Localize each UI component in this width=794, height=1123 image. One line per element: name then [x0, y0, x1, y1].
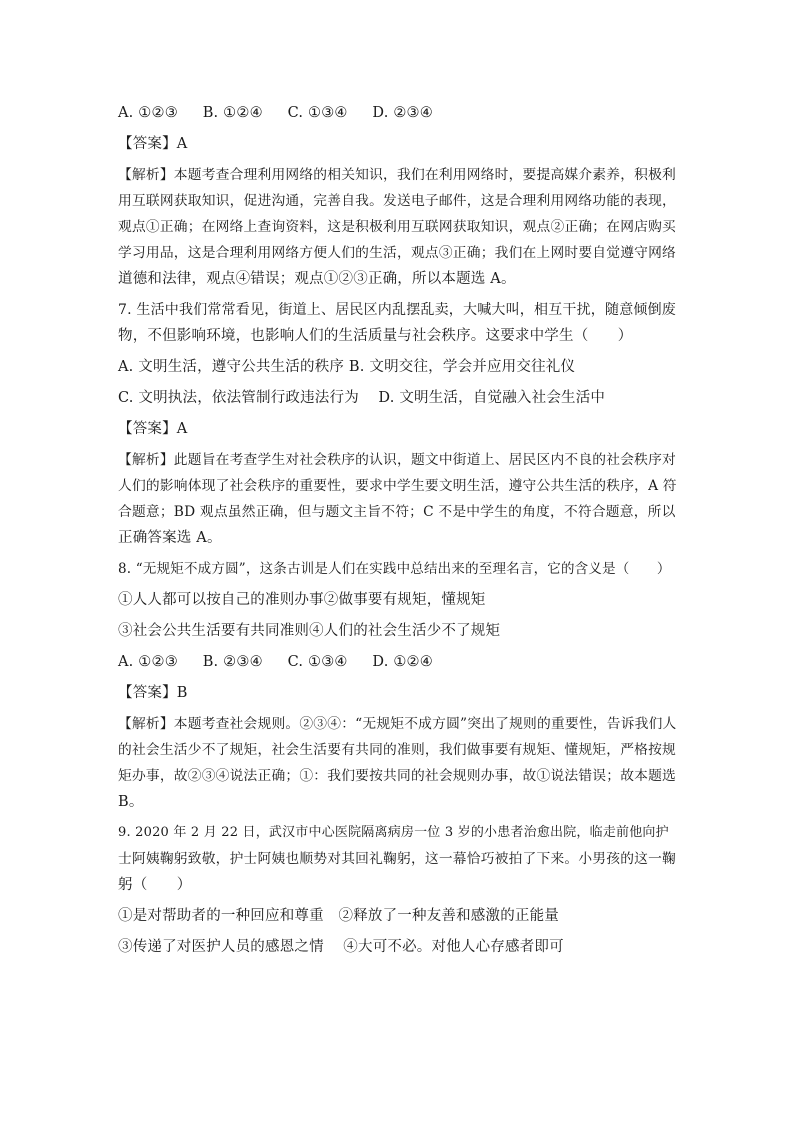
question-7	[118, 297, 678, 349]
analysis-line: 正确答案选 A。	[118, 530, 222, 546]
analysis-line: 用互联网获取知识，促进沟通，完善自我。发送电子邮件，这是合理利用网络功能的表现，	[118, 193, 677, 209]
statement-line: ③社会公共生活要有共同准则④人们的社会生活少不了规矩	[118, 623, 501, 639]
option-d: D. ①②④	[372, 654, 433, 670]
answer-options	[118, 649, 678, 675]
answer-label: 【答案】B	[118, 685, 188, 701]
question-9	[118, 820, 678, 898]
analysis-line: 【解析】本题考查社会规则。②③④：“无规矩不成方圆”突出了规则的重要性，告诉我们人	[118, 716, 677, 732]
answer-options	[118, 100, 678, 126]
statement-line: ③传递了对医护人员的感恩之情 ④大可不必。对他人心存感者即可	[118, 939, 564, 955]
analysis-line: 合题意；BD 观点虽然正确，但与题文主旨不符；C 不是中学生的角度，不符合题意，所以	[118, 504, 676, 520]
analysis-paragraph	[118, 162, 678, 292]
option-b: B. ①②④	[202, 105, 263, 121]
statement-line: ①是对帮助者的一种回应和尊重 ②释放了一种友善和感激的正能量	[118, 908, 559, 924]
statement-line: ①人人都可以按自己的准则办事②做事要有规矩，懂规矩	[118, 592, 486, 608]
analysis-line: 学习用品，这是合理利用网络方便人们的生活，观点③正确；我们在上网时要自觉遵守网络	[118, 245, 677, 261]
analysis-line: 道德和法律，观点④错误；观点①②③正确，所以本题选 A。	[118, 271, 516, 287]
option-a: A. ①②③	[118, 654, 178, 670]
analysis-paragraph	[118, 447, 678, 551]
option-c: C. ①③④	[287, 654, 348, 670]
analysis-line: 人们的影响体现了社会秩序的重要性，要求中学生要文明生活，遵守公共生活的秩序，A 符	[118, 478, 677, 494]
analysis-line: 【解析】此题旨在考查学生对社会秩序的认识，题文中街道上、居民区内不良的社会秩序对	[118, 452, 677, 468]
option-d: D. ②③④	[372, 105, 433, 121]
analysis-line: 观点①正确；在网络上查询资料，这是积极利用互联网获取知识，观点②正确；在网店购买	[118, 219, 677, 235]
question-line: 物，不但影响环境，也影响人们的生活质量与社会秩序。这要求中学生（ ）	[118, 328, 633, 344]
answer-label: 【答案】A	[118, 421, 188, 437]
answer-label: 【答案】A	[118, 136, 188, 152]
question-line: 9. 2020 年 2 月 22 日，武汉市中心医院隔离病房一位 3 岁的小患者治愈出院，临走前他向护	[118, 825, 669, 840]
question-line: 躬（ ）	[118, 877, 192, 893]
analysis-line: 矩办事，故②③④说法正确；①：我们要按共同的社会规则办事，故①说法错误；故本题选	[118, 768, 677, 784]
option-line-cd: C. 文明执法，依法管制行政违法行为 D. 文明生活，自觉融入社会生活中	[118, 390, 606, 406]
analysis-line: 的社会生活少不了规矩，社会生活要有共同的准则，我们做事要有规矩、懂规矩，严格按规	[118, 742, 677, 758]
option-c: C. ①③④	[287, 105, 348, 121]
option-line-ab: A. 文明生活，遵守公共生活的秩序 B. 文明交往，学会并应用交往礼仪	[118, 359, 576, 375]
option-b: B. ②③④	[202, 654, 263, 670]
analysis-line: B。	[118, 794, 144, 810]
document-page	[118, 100, 678, 960]
analysis-paragraph	[118, 711, 678, 815]
option-a: A. ①②③	[118, 105, 178, 121]
question-line: 士阿姨鞠躬致敬，护士阿姨也顺势对其回礼鞠躬，这一幕恰巧被拍了下来。小男孩的这一鞠	[118, 851, 677, 867]
question-8: 8. “无规矩不成方圆”，这条古训是人们在实践中总结出来的至理名言，它的含义是（ ）	[118, 561, 671, 577]
analysis-line: 【解析】本题考查合理利用网络的相关知识，我们在利用网络时，要提高媒介素养，积极利	[118, 167, 677, 183]
question-line: 7. 生活中我们常常看见，街道上、居民区内乱摆乱卖，大喊大叫，相互干扰，随意倾倒废	[118, 302, 677, 318]
